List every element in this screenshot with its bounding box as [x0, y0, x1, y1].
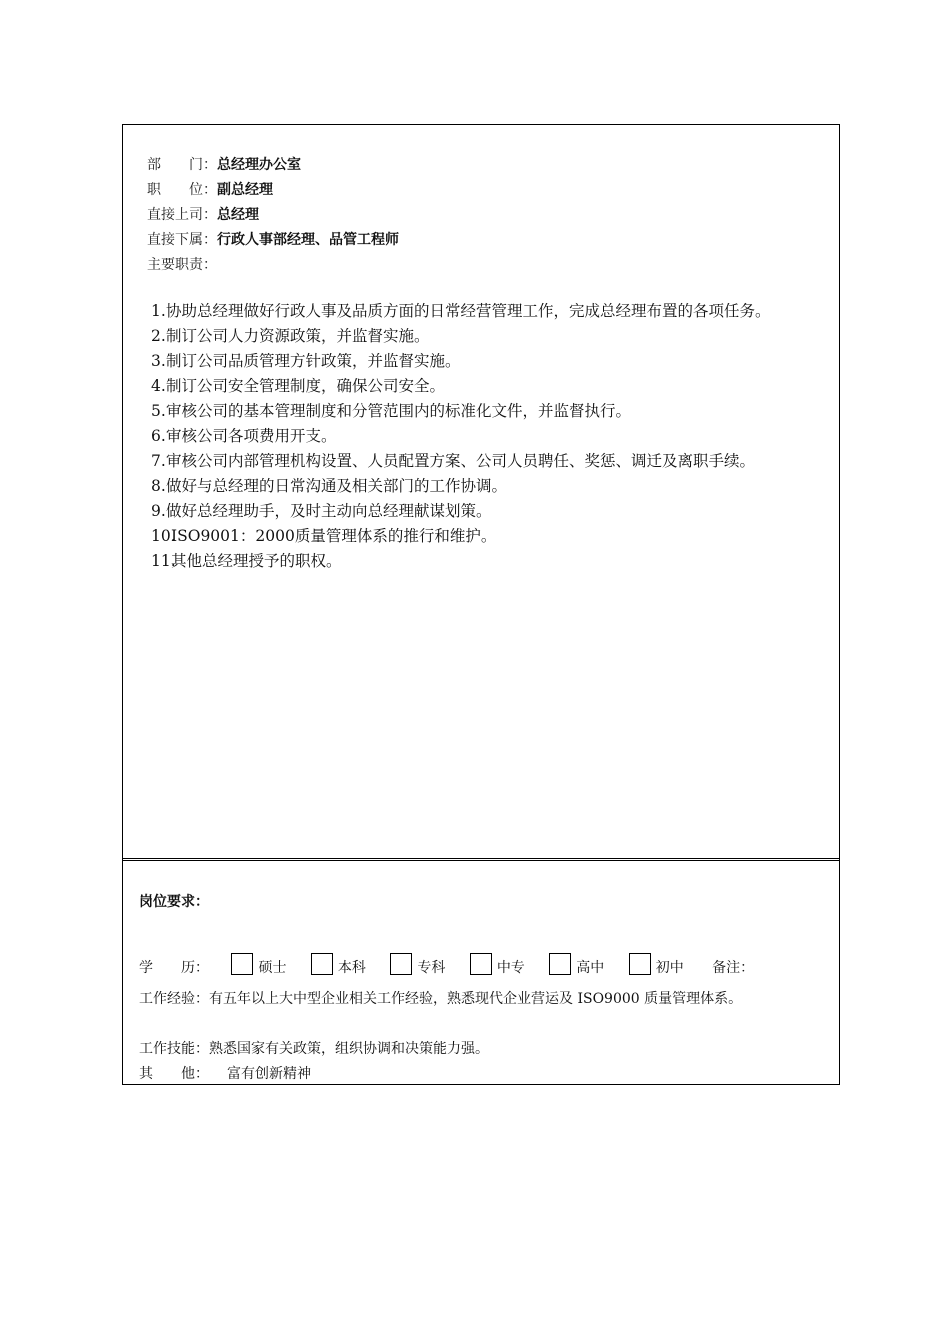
item-text: 做好与总经理的日常沟通及相关部门的工作协调。 — [166, 477, 508, 495]
position-label: 职 位： — [147, 182, 217, 198]
item-text: 审核公司内部管理机构设置、人员配置方案、公司人员聘任、奖惩、调迁及离职手续。 — [166, 452, 756, 470]
option-label: 初中 — [655, 960, 684, 976]
skills-value: 工作技能：熟悉国家有关政策，组织协调和决策能力强。 — [139, 1041, 489, 1057]
item-number: 8. — [151, 477, 166, 495]
education-row — [139, 953, 754, 981]
list-item — [151, 449, 833, 474]
education-option-juniorhigh — [629, 953, 684, 977]
other-value: 富有创新精神 — [227, 1066, 311, 1082]
list-item — [151, 499, 833, 524]
list-item — [151, 324, 833, 349]
master-checkbox[interactable] — [231, 953, 253, 975]
education-option-master — [231, 953, 286, 977]
basic-info — [147, 153, 399, 278]
item-number: 10. — [151, 527, 176, 545]
item-text: 审核公司的基本管理制度和分管范围内的标准化文件，并监督执行。 — [166, 402, 632, 420]
subordinates-value: 行政人事部经理、品管工程师 — [217, 232, 399, 248]
education-option-college — [390, 953, 445, 977]
item-number: 6. — [151, 427, 166, 445]
department-row — [147, 153, 399, 178]
position-value: 副总经理 — [217, 182, 273, 198]
item-number: 11. — [151, 552, 176, 570]
option-label: 高中 — [576, 960, 605, 976]
item-text: 做好总经理助手，及时主动向总经理献谋划策。 — [166, 502, 492, 520]
option-label: 专科 — [417, 960, 446, 976]
subordinates-label: 直接下属： — [147, 232, 217, 248]
superior-label: 直接上司： — [147, 207, 217, 223]
department-value: 总经理办公室 — [217, 157, 301, 173]
item-text: 审核公司各项费用开支。 — [166, 427, 337, 445]
list-item — [151, 299, 833, 324]
item-text: 制订公司人力资源政策，并监督实施。 — [166, 327, 430, 345]
item-text: 其他总经理授予的职权。 — [171, 552, 342, 570]
duties-label: 主要职责： — [147, 257, 217, 273]
list-item — [151, 424, 833, 449]
item-number: 3. — [151, 352, 166, 370]
list-item — [151, 349, 833, 374]
education-option-highschool — [549, 953, 604, 977]
note-label: 备注： — [712, 960, 755, 976]
option-label: 中专 — [496, 960, 525, 976]
skills-text — [131, 1037, 835, 1062]
education-option-vocational — [470, 953, 525, 977]
other-row — [131, 1062, 835, 1087]
vocational-checkbox[interactable] — [470, 953, 492, 975]
requirements-section — [123, 861, 839, 1086]
duties-heading — [147, 253, 399, 278]
duties-list — [151, 299, 833, 574]
option-label: 硕士 — [258, 960, 287, 976]
superior-value: 总经理 — [217, 207, 259, 223]
department-label: 部 门： — [147, 157, 217, 173]
bachelor-checkbox[interactable] — [311, 953, 333, 975]
item-number: 1. — [151, 302, 166, 320]
item-text: ISO9001：2000质量管理体系的推行和维护。 — [171, 527, 497, 545]
juniorhigh-checkbox[interactable] — [629, 953, 651, 975]
list-item — [151, 549, 833, 574]
college-checkbox[interactable] — [390, 953, 412, 975]
list-item — [151, 374, 833, 399]
highschool-checkbox[interactable] — [549, 953, 571, 975]
education-label: 学 历： — [139, 960, 209, 976]
education-option-bachelor — [311, 953, 366, 977]
list-item — [151, 399, 833, 424]
list-item — [151, 524, 833, 549]
item-text: 协助总经理做好行政人事及品质方面的日常经营管理工作，完成总经理布置的各项任务。 — [166, 302, 771, 320]
option-label: 本科 — [337, 960, 366, 976]
item-number: 4. — [151, 377, 166, 395]
superior-row — [147, 203, 399, 228]
item-number: 2. — [151, 327, 166, 345]
experience-value: 工作经验：有五年以上大中型企业相关工作经验，熟悉现代企业营运及 ISO9000 质量管理体系。 — [139, 991, 743, 1007]
experience-text — [131, 987, 835, 1012]
job-description-form — [122, 124, 840, 1085]
item-number: 9. — [151, 502, 166, 520]
item-number: 5. — [151, 402, 166, 420]
item-number: 7. — [151, 452, 166, 470]
item-text: 制订公司安全管理制度，确保公司安全。 — [166, 377, 446, 395]
list-item — [151, 474, 833, 499]
other-label: 其 他： — [139, 1066, 209, 1082]
duties-section — [123, 125, 839, 861]
position-row — [147, 178, 399, 203]
requirements-title: 岗位要求： — [139, 894, 209, 910]
item-text: 制订公司品质管理方针政策，并监督实施。 — [166, 352, 461, 370]
subordinates-row — [147, 228, 399, 253]
